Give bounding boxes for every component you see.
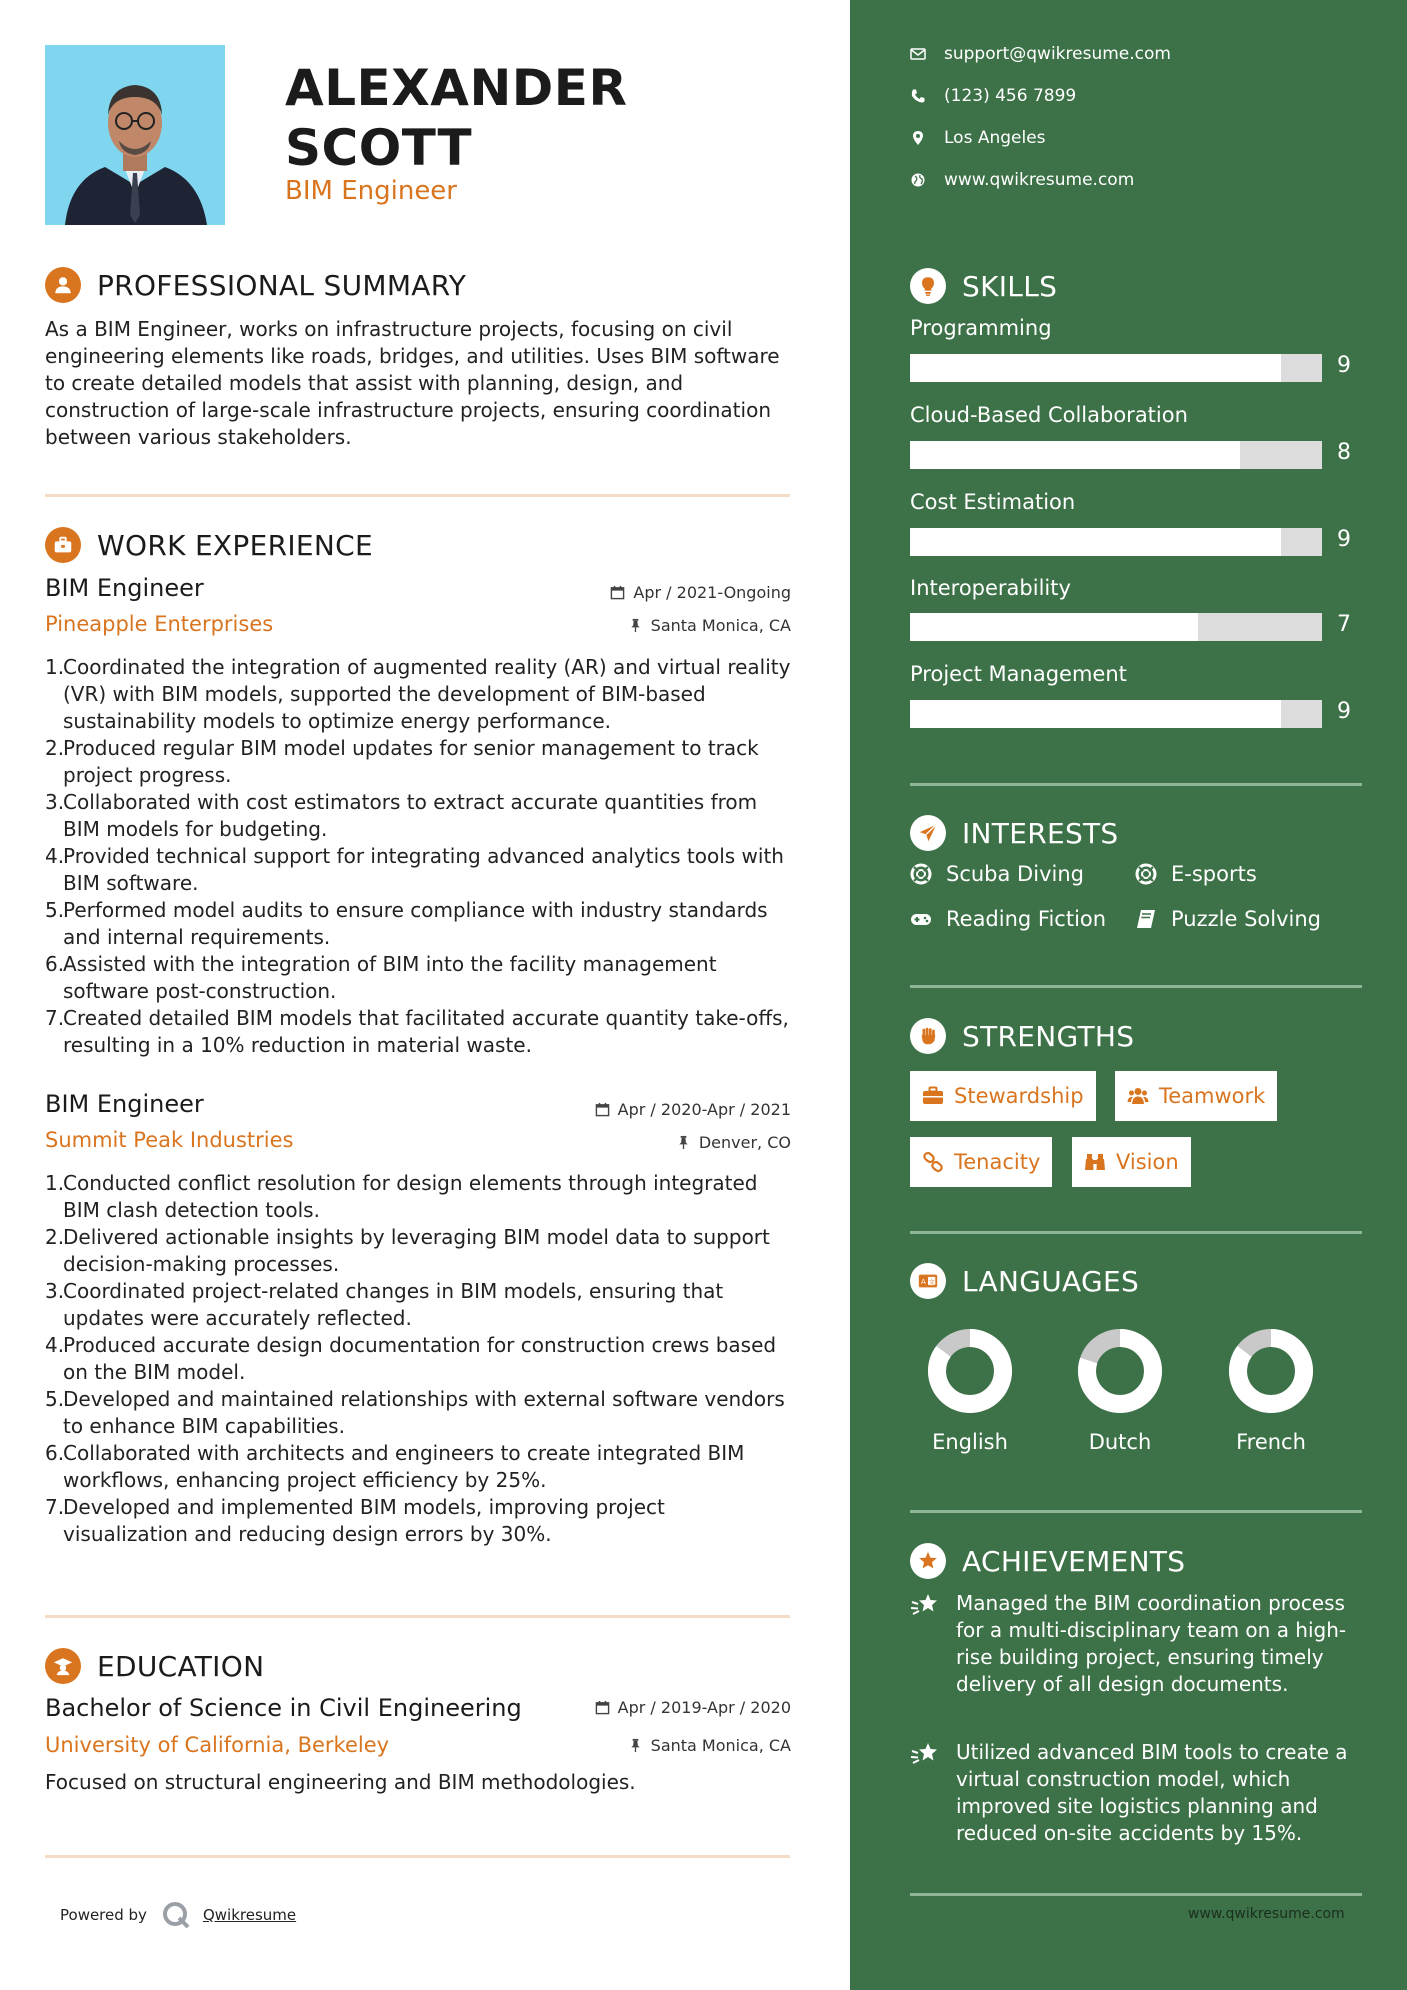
last-name: SCOTT xyxy=(285,119,473,177)
briefcase-user-icon xyxy=(45,527,81,563)
strength-chip xyxy=(910,1137,1052,1187)
qwikresume-link[interactable]: Qwikresume xyxy=(202,1906,297,1924)
briefcase-icon xyxy=(922,1085,944,1107)
achievements-section-header xyxy=(910,1543,1185,1579)
lifebuoy-icon xyxy=(910,863,932,885)
contact-email[interactable] xyxy=(910,44,1171,64)
languages-section-header xyxy=(910,1263,1139,1299)
gamepad-icon xyxy=(910,908,932,930)
language-name: French xyxy=(1236,1430,1306,1454)
pin-icon xyxy=(628,1738,643,1753)
shooting-star-icon xyxy=(910,1739,940,1769)
skill-bar xyxy=(910,441,1322,469)
strength-label: Stewardship xyxy=(954,1084,1084,1108)
powered-by-label: Powered by xyxy=(60,1906,147,1924)
skill-name: Interoperability xyxy=(910,576,1071,600)
profile-photo xyxy=(45,45,225,225)
language-icon xyxy=(910,1263,946,1299)
job-1-company: Pineapple Enterprises xyxy=(45,612,274,636)
education-location-text: Santa Monica, CA xyxy=(650,1736,791,1755)
contact-phone[interactable] xyxy=(910,86,1076,106)
graduate-icon xyxy=(45,1648,81,1684)
location-text: Los Angeles xyxy=(944,128,1046,148)
strength-chip xyxy=(910,1071,1096,1121)
achievement-text: Utilized advanced BIM tools to create a virtual construction model, which improved site logistics planning and reduced on-site accidents by 15%. xyxy=(956,1740,1348,1845)
skill-bar-fill xyxy=(910,441,1240,469)
job-1-date xyxy=(610,583,791,602)
paper-plane-icon xyxy=(910,815,946,851)
list-item: 4. Produced accurate design documentation for construction crews based on the BIM model. xyxy=(45,1333,777,1384)
list-item: 1. Coordinated the integration of augmented reality (AR) and virtual reality (VR) with BIM models, supported the development of BIM-based sustainability models to optimize energy performance. xyxy=(45,655,791,733)
svg-text:A: A xyxy=(920,1277,926,1287)
globe-icon xyxy=(910,172,926,188)
section-divider xyxy=(910,783,1362,786)
skill-value: 9 xyxy=(1337,527,1351,552)
contact-location xyxy=(910,128,1046,148)
job-1-location xyxy=(628,616,791,635)
job-2-company: Summit Peak Industries xyxy=(45,1128,294,1152)
achievement-item xyxy=(910,1739,1370,1847)
skill-name: Project Management xyxy=(910,662,1127,686)
interest-item xyxy=(910,907,1106,931)
skill-name: Programming xyxy=(910,316,1052,340)
job-title-headline: BIM Engineer xyxy=(285,176,457,206)
skill-bar-fill xyxy=(910,528,1281,556)
strengths-section-header xyxy=(910,1018,1134,1054)
skill-bar-fill xyxy=(910,354,1281,382)
language-name: Dutch xyxy=(1088,1430,1152,1454)
list-item: 3. Collaborated with cost estimators to extract accurate quantities from BIM models for budgeting. xyxy=(45,790,758,841)
job-1-date-text: Apr / 2021-Ongoing xyxy=(633,583,791,602)
phone-icon xyxy=(910,88,926,104)
list-item: 2. Delivered actionable insights by leveraging BIM model data to support decision-making processes. xyxy=(45,1225,770,1276)
summary-heading: PROFESSIONAL SUMMARY xyxy=(97,268,467,302)
binoculars-icon xyxy=(1084,1151,1106,1173)
list-item: 5. Developed and maintained relationships with external software vendors to enhance BIM capabilities. xyxy=(45,1387,785,1438)
user-icon xyxy=(45,267,81,303)
strength-chip xyxy=(1115,1071,1277,1121)
job-2-title: BIM Engineer xyxy=(45,1090,204,1118)
job-2-location xyxy=(676,1133,791,1152)
interest-label: Reading Fiction xyxy=(946,907,1107,931)
section-divider xyxy=(910,1231,1362,1234)
strengths-heading: STRENGTHS xyxy=(962,1019,1135,1053)
section-divider xyxy=(45,1855,790,1858)
experience-heading: WORK EXPERIENCE xyxy=(97,528,373,562)
interests-heading: INTERESTS xyxy=(962,816,1119,850)
skill-name: Cloud-Based Collaboration xyxy=(910,403,1188,427)
degree: Bachelor of Science in Civil Engineering xyxy=(45,1694,522,1722)
calendar-icon xyxy=(595,1102,610,1117)
shooting-star-icon xyxy=(910,1590,940,1620)
strength-chip xyxy=(1072,1137,1191,1187)
interest-item xyxy=(910,862,1084,886)
language-level-ring xyxy=(1077,1328,1163,1414)
sidebar xyxy=(850,0,1407,1990)
education-description: Focused on structural engineering and BIM methodologies. xyxy=(45,1770,636,1794)
language-item xyxy=(1060,1328,1180,1454)
users-icon xyxy=(1127,1085,1149,1107)
languages-heading: LANGUAGES xyxy=(962,1264,1140,1298)
list-item: 5. Performed model audits to ensure compliance with industry standards and internal requirements. xyxy=(45,898,768,949)
person-portrait-image xyxy=(45,45,225,225)
section-divider xyxy=(45,1615,790,1618)
list-item: 2. Produced regular BIM model updates for senior management to track project progress. xyxy=(45,736,759,787)
job-2-date xyxy=(595,1100,791,1119)
education-date xyxy=(595,1698,791,1717)
calendar-icon xyxy=(595,1700,610,1715)
skill-bar xyxy=(910,613,1322,641)
phone-text: (123) 456 7899 xyxy=(944,86,1077,106)
pin-icon xyxy=(628,618,643,633)
interest-item xyxy=(1135,907,1321,931)
interest-label: E-sports xyxy=(1171,862,1257,886)
language-level-ring xyxy=(1228,1328,1314,1414)
skill-value: 9 xyxy=(1337,353,1351,378)
education-location xyxy=(628,1736,791,1755)
achievements-heading: ACHIEVEMENTS xyxy=(962,1544,1186,1578)
skill-bar xyxy=(910,354,1322,382)
language-item xyxy=(910,1328,1030,1454)
skill-bar xyxy=(910,528,1322,556)
language-name: English xyxy=(932,1430,1008,1454)
section-divider xyxy=(45,494,790,497)
powered-by xyxy=(60,1900,296,1930)
skills-heading: SKILLS xyxy=(962,269,1058,303)
education-section-header xyxy=(45,1648,264,1684)
language-item xyxy=(1211,1328,1331,1454)
job-1-location-text: Santa Monica, CA xyxy=(650,616,791,635)
list-item: 6. Assisted with the integration of BIM into the facility management software post-construction. xyxy=(45,952,717,1003)
achievement-item xyxy=(910,1590,1370,1698)
experience-section-header xyxy=(45,527,373,563)
list-item: 3. Coordinated project-related changes in BIM models, ensuring that updates were accurately reflected. xyxy=(45,1279,724,1330)
calendar-icon xyxy=(610,585,625,600)
job-2-responsibilities xyxy=(45,1170,795,1548)
first-name: ALEXANDER xyxy=(285,59,628,117)
pin-icon xyxy=(676,1135,691,1150)
education-heading: EDUCATION xyxy=(97,1649,265,1683)
school: University of California, Berkeley xyxy=(45,1733,390,1757)
list-item: 1. Conducted conflict resolution for design elements through integrated BIM clash detection tools. xyxy=(45,1171,758,1222)
lifebuoy-icon xyxy=(1135,863,1157,885)
language-level-ring xyxy=(927,1328,1013,1414)
svg-text:文: 文 xyxy=(928,1277,935,1286)
job-1-title: BIM Engineer xyxy=(45,574,204,602)
link-icon xyxy=(922,1151,944,1173)
summary-text: As a BIM Engineer, works on infrastructure projects, focusing on civil engineering elements like roads, bridges, and utilities. Uses BIM software to create detailed models that assist with planning, design, and construction of large-scale infrastructure projects, ensuring coordination between various stakeholders. xyxy=(45,317,780,449)
skills-section-header xyxy=(910,268,1057,304)
achievement-text: Managed the BIM coordination process for a multi-disciplinary team on a high-rise building project, ensuring timely delivery of all design documents. xyxy=(956,1591,1347,1696)
list-item: 7. Created detailed BIM models that facilitated accurate quantity take-offs, resulting in a 10% reduction in material waste. xyxy=(45,1006,789,1057)
footer-website[interactable]: www.qwikresume.com xyxy=(1188,1906,1345,1922)
skill-name: Cost Estimation xyxy=(910,490,1076,514)
skill-value: 8 xyxy=(1337,440,1351,465)
candidate-name xyxy=(285,58,627,178)
list-item: 7. Developed and implemented BIM models, improving project visualization and reducing design errors by 30%. xyxy=(45,1495,665,1546)
interest-label: Scuba Diving xyxy=(946,862,1084,886)
email-text: support@qwikresume.com xyxy=(944,44,1171,64)
section-divider xyxy=(910,985,1362,988)
skill-value: 9 xyxy=(1337,699,1351,724)
star-badge-icon xyxy=(910,1543,946,1579)
strength-label: Teamwork xyxy=(1159,1084,1266,1108)
envelope-icon xyxy=(910,46,926,62)
map-marker-icon xyxy=(910,130,926,146)
list-item: 4. Provided technical support for integrating advanced analytics tools with BIM software. xyxy=(45,844,784,895)
lightbulb-icon xyxy=(910,268,946,304)
list-item: 6. Collaborated with architects and engineers to create integrated BIM workflows, enhancing project efficiency by 25%. xyxy=(45,1441,745,1492)
contact-website[interactable] xyxy=(910,170,1134,190)
education-date-text: Apr / 2019-Apr / 2020 xyxy=(617,1698,791,1717)
website-text: www.qwikresume.com xyxy=(944,170,1135,190)
job-2-date-text: Apr / 2020-Apr / 2021 xyxy=(617,1100,791,1119)
skill-bar-fill xyxy=(910,613,1198,641)
skill-bar-fill xyxy=(910,700,1281,728)
job-1-responsibilities xyxy=(45,654,795,1059)
job-2-location-text: Denver, CO xyxy=(698,1133,791,1152)
book-icon xyxy=(1135,908,1157,930)
summary-section-header xyxy=(45,267,466,303)
interest-item xyxy=(1135,862,1257,886)
skill-value: 7 xyxy=(1337,612,1351,637)
strength-label: Vision xyxy=(1116,1150,1179,1174)
interest-label: Puzzle Solving xyxy=(1171,907,1321,931)
interests-section-header xyxy=(910,815,1119,851)
strength-label: Tenacity xyxy=(954,1150,1041,1174)
qwikresume-logo-icon xyxy=(161,1900,191,1930)
section-divider xyxy=(910,1510,1362,1513)
fist-icon xyxy=(910,1018,946,1054)
skill-bar xyxy=(910,700,1322,728)
section-divider xyxy=(910,1893,1362,1896)
